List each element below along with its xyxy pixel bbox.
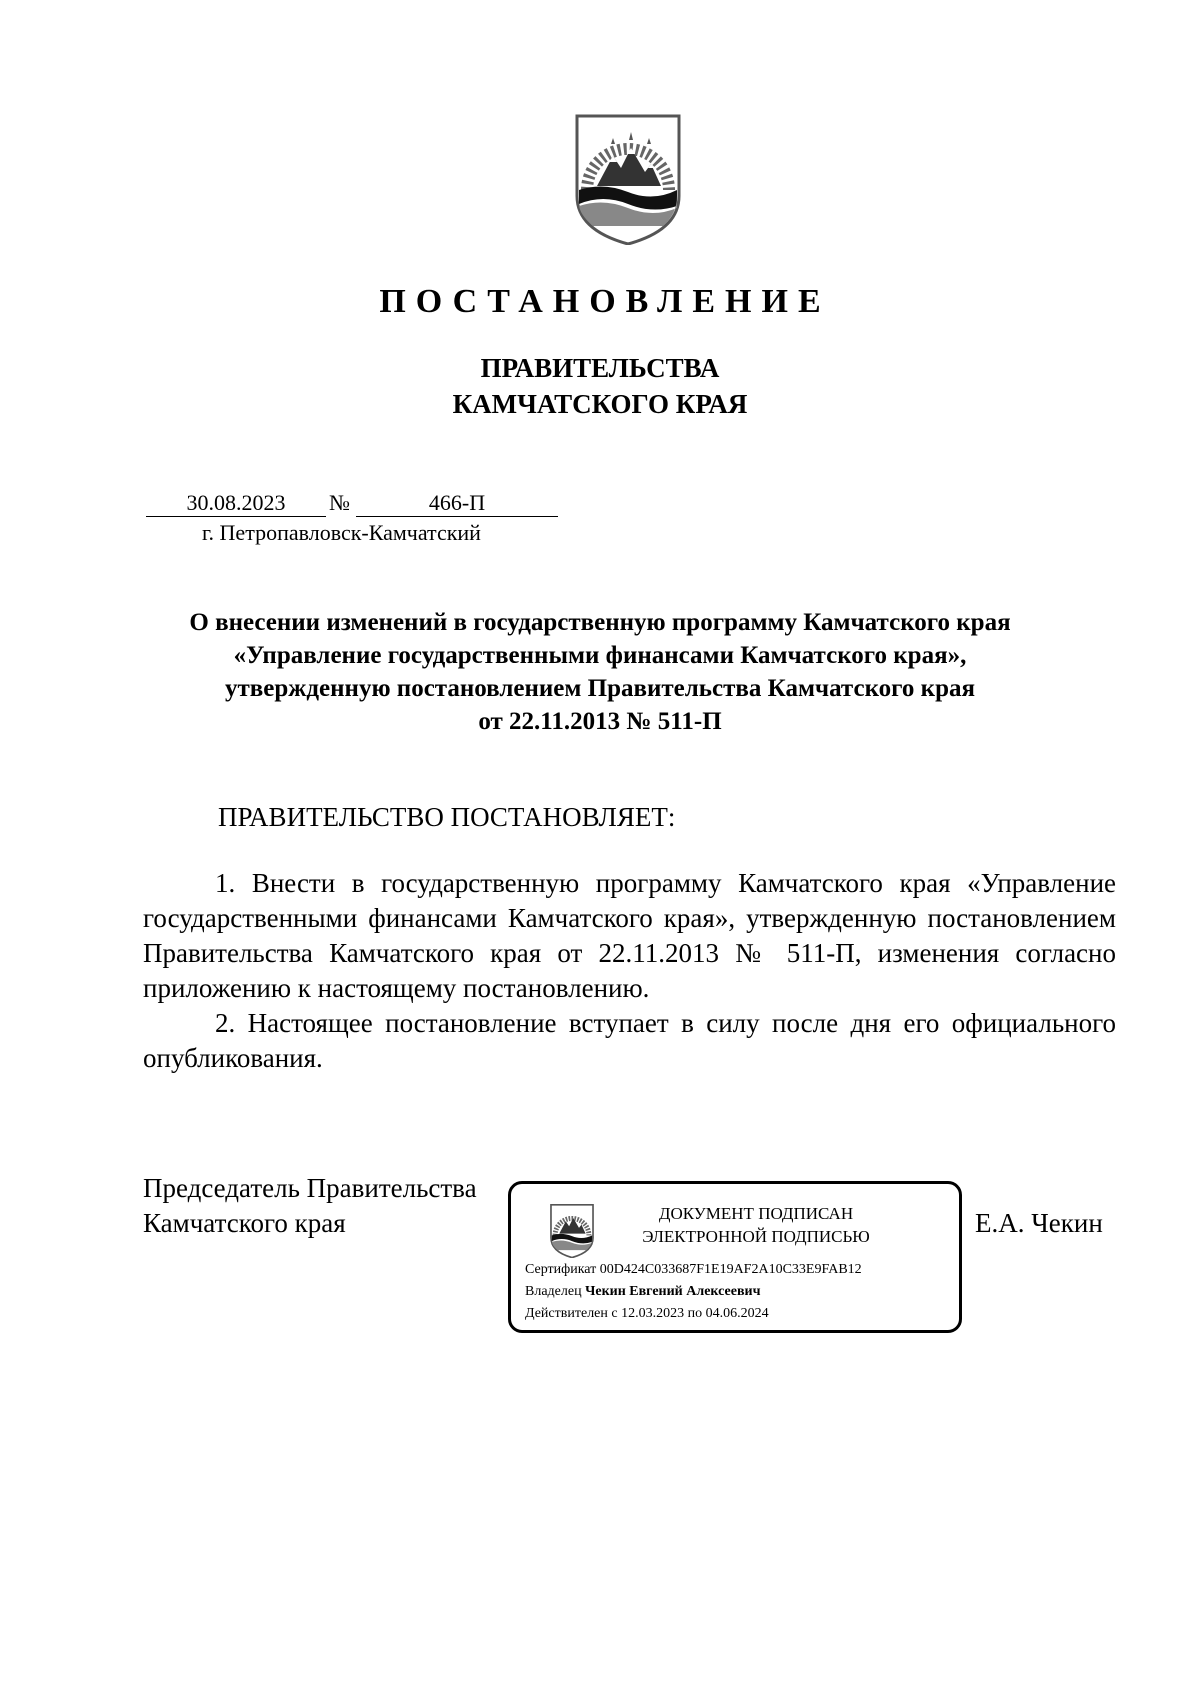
- stamp-title-line: ЭЛЕКТРОННОЙ ПОДПИСЬЮ: [642, 1227, 870, 1246]
- subject-line: «Управление государственными финансами Камчатского края»,: [233, 642, 967, 669]
- valid-label: Действителен с: [525, 1306, 618, 1321]
- stamp-title: [606, 1202, 906, 1248]
- issuer-line: КАМЧАТСКОГО КРАЯ: [452, 389, 748, 419]
- issuer-line: ПРАВИТЕЛЬСТВА: [480, 353, 720, 383]
- owner-value: Чекин Евгений Алексеевич: [585, 1284, 761, 1299]
- stamp-certificate: [525, 1262, 862, 1278]
- owner-label: Владелец: [525, 1284, 582, 1299]
- stamp-owner: [525, 1284, 760, 1300]
- signatory-title-line: Камчатского края: [143, 1208, 346, 1238]
- signatory-title-line: Председатель Правительства: [143, 1173, 477, 1203]
- coat-of-arms-icon: [548, 1204, 596, 1258]
- document-type-heading: ПОСТАНОВЛЕНИЕ: [379, 283, 831, 320]
- stamp-title-line: ДОКУМЕНТ ПОДПИСАН: [658, 1204, 854, 1223]
- document-city: г. Петропавловск-Камчатский: [202, 520, 481, 545]
- valid-to: 04.06.2024: [705, 1306, 769, 1321]
- subject-line: от 22.11.2013 № 511-П: [478, 708, 722, 735]
- certificate-value: 00D424C033687F1E19AF2A10C33E9FAB12: [599, 1262, 862, 1277]
- document-subject: [130, 606, 1070, 738]
- coat-of-arms-icon: [573, 114, 683, 245]
- document-requisites: [146, 490, 558, 550]
- document-date: 30.08.2023: [146, 490, 326, 517]
- valid-to-label: по: [687, 1306, 703, 1321]
- decrees-heading: ПРАВИТЕЛЬСТВО ПОСТАНОВЛЯЕТ:: [218, 802, 676, 832]
- document-number: 466-П: [356, 490, 558, 517]
- valid-from: 12.03.2023: [621, 1306, 685, 1321]
- document-body: [143, 866, 1116, 1076]
- signatory-title: [143, 1171, 477, 1241]
- body-paragraph: 2. Настоящее постановление вступает в силу после дня его официального опубликования.: [143, 1008, 1116, 1073]
- issuer-heading: [0, 350, 1200, 422]
- number-sign: №: [329, 490, 350, 515]
- signatory-name: Е.А. Чекин: [975, 1208, 1103, 1238]
- body-paragraph: 1. Внести в государственную программу Камчатского края «Управление государственными финансами Камчатского края», утвержденную постановлением Правительства Камчатского края от 22.11.2013 № 511-П, изменения согласно приложению к настоящему постановлению.: [143, 868, 1116, 1003]
- stamp-validity: [525, 1306, 769, 1322]
- subject-line: О внесении изменений в государственную программу Камчатского края: [189, 609, 1011, 636]
- subject-line: утвержденную постановлением Правительства Камчатского края: [224, 675, 975, 702]
- electronic-signature-stamp: [508, 1181, 962, 1333]
- certificate-label: Сертификат: [525, 1262, 597, 1277]
